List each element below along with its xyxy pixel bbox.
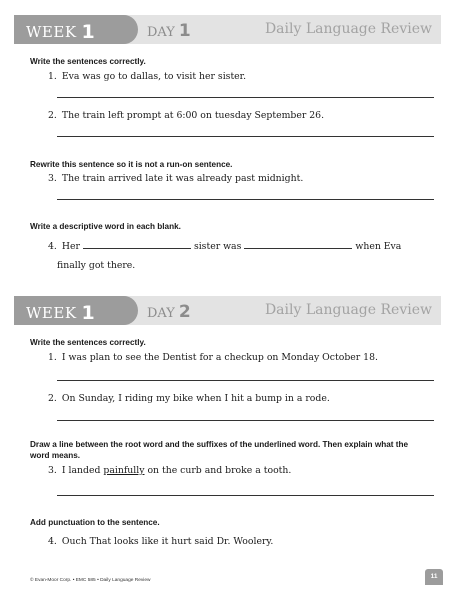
instruction: Add punctuation to the sentence.	[30, 518, 160, 527]
question-4: 4. Ouch That looks like it hurt said Dr. Woolery.	[48, 536, 274, 547]
instruction: Write a descriptive word in each blank.	[30, 222, 181, 231]
instruction: Write the sentences correctly.	[30, 338, 146, 347]
question-3: 3. I landed painfully on the curb and broke a tooth.	[48, 465, 292, 476]
week-label: WEEK 1	[26, 21, 96, 43]
underlined-word: painfully	[103, 465, 145, 476]
answer-blank	[244, 240, 352, 249]
question-2: 2. The train left prompt at 6:00 on tuesday September 26.	[48, 110, 325, 121]
question-4-continued: finally got there.	[57, 260, 136, 271]
answer-blank	[83, 240, 191, 249]
question-4: 4. Her sister was when Eva	[48, 241, 402, 252]
instruction: Rewrite this sentence so it is not a run-on sentence.	[30, 160, 233, 169]
week-label: WEEK 1	[26, 302, 96, 324]
question-2: 2. On Sunday, I riding my bike when I hit a bump in a rode.	[48, 393, 330, 404]
answer-line	[57, 495, 434, 496]
answer-line	[57, 380, 434, 381]
day-label: DAY 1	[147, 21, 191, 41]
answer-line	[57, 199, 434, 200]
footer-copyright: © Evan-Moor Corp. • EMC 585 • Daily Language Review	[30, 578, 151, 583]
day-label: DAY 2	[147, 302, 191, 322]
page-number: 11	[425, 569, 443, 585]
section-title: Daily Language Review	[264, 302, 432, 318]
answer-line	[57, 136, 434, 137]
instruction: Write the sentences correctly.	[30, 57, 146, 66]
section-title: Daily Language Review	[264, 21, 432, 37]
answer-line	[57, 97, 434, 98]
instruction: Draw a line between the root word and the suffixes of the underlined word. Then explain what the word means.	[30, 440, 409, 460]
question-3: 3. The train arrived late it was already past midnight.	[48, 173, 304, 184]
day2-banner	[14, 296, 441, 325]
question-1: 1. I was plan to see the Dentist for a checkup on Monday October 18.	[48, 352, 378, 363]
day1-banner	[14, 15, 441, 44]
answer-line	[57, 420, 434, 421]
question-1: 1. Eva was go to dallas, to visit her sister.	[48, 71, 247, 82]
